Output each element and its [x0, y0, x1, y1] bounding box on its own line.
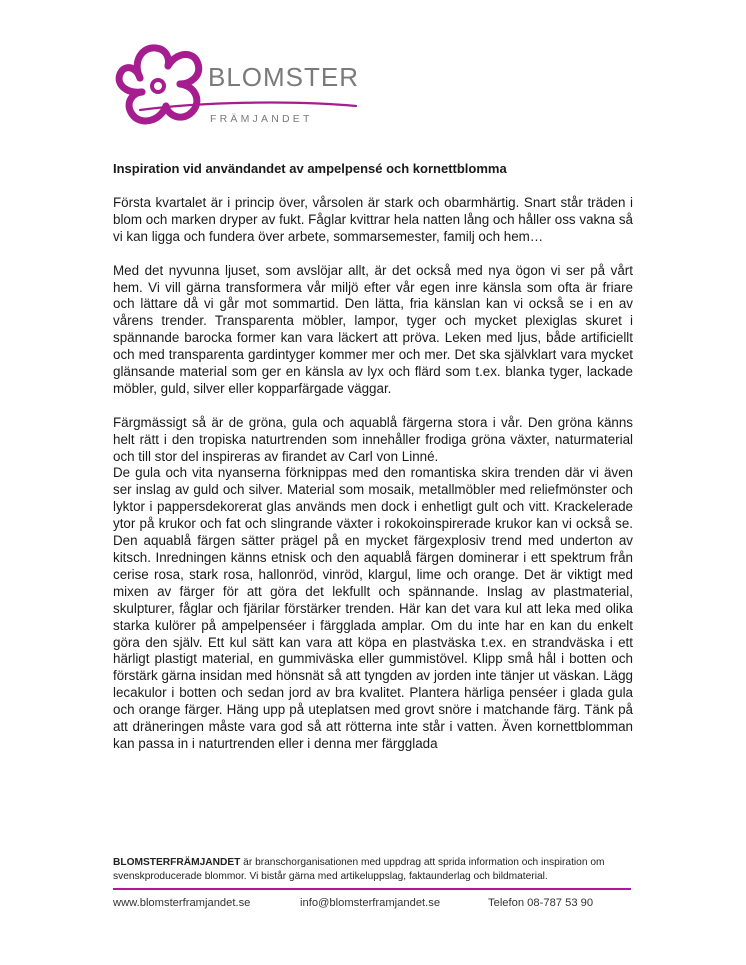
- paragraph-trends: De gula och vita nyanserna förknippas med den romantiska skira trenden där vi även ser inslag av guld och silver. Material som mosaik, metallmöbler med reliefmönster och lyktor i pappersdekorerat glas används men dock i enhetligt gult och vitt. Krackelerade ytor på krukor och fat och slingrande växter i rokokoinspirerade krukor kan vi också se. Den aquablå färgen sätter prägel på en mycket färgexplosiv trend med underton av kitsch. Inredningen känns etnisk och den aquablå färgen dominerar i ett spektrum från cerise rosa, stark rosa, hallonröd, vinröd, klargul, lime och orange. Det är viktigt med mixen av färger för att göra det lekfullt och spännande. Inslag av plastmaterial, skulpturer, fåglar och fjärilar förstärker trenden. Här kan det vara kul att leka med olika starka kulörer på ampelpenséer i färgglada amplar. Om du inte har en kan du enkelt göra den själv. Ett kul sätt kan vara att köpa en plastväska t.ex. en strandväska i ett härligt plastigt material, en gummiväska eller gummistövel. Klipp små hål i botten och förstärk gärna insidan med hönsnät så att tyngden av jorden inte tänjer ut väskan. Lägg lecakulor i botten och sedan jord av bra kvalitet. Plantera härliga penséer i glada gula och orange färger. Häng upp på uteplatsen med grovt snöre i matchande färg. Tänk på att dräneringen måste vara god så att rötterna inte står i vatten. Även kornettblomman kan passa in i naturtrenden eller i denna mer färgglada: [113, 465, 633, 751]
- paragraph-intro: Första kvartalet är i princip över, vårsolen är stark och obarmhärtig. Snart står träden i blom och marken dryper av fukt. Fåglar kvittrar hela natten lång och håller oss vakna så vi kan ligga och fundera över arbete, sommarsemester, familj och hem…: [113, 195, 633, 244]
- article: [113, 160, 633, 753]
- article-title: Inspiration vid användandet av ampelpensé och kornettblomma: [113, 161, 507, 176]
- blomsterframjandet-logo: [110, 40, 362, 132]
- footer-org-description: är branschorganisationen med uppdrag att sprida information och inspiration om svenskproducerade blommor. Vi bistår gärna med artikeluppslag, faktaunderlag och bildmaterial.: [113, 857, 605, 882]
- footer: [113, 856, 633, 890]
- paragraph-light: Med det nyvunna ljuset, som avslöjar allt, är det också med nya ögon vi ser på vårt hem. Vi vill gärna transformera vår miljö efter vår egen inre känsla som ofta är friare och lättare då vi går mot sommartid. Den lätta, fria känslan kan vi också se i en av vårens trender. Transparenta möbler, lampor, tyger och mycket plexiglas skuret i spännande barocka former kan vara läckert att pröva. Leken med ljus, både artificiellt och med transparenta gardintyger kommer mer och mer. Det ska självklart vara mycket glänsande material som ger en känsla av lyx och flärd som t.ex. blanka tyger, lackade möbler, guld, silver eller kopparfärgade väggar.: [113, 262, 633, 396]
- footer-divider: [113, 888, 631, 890]
- email-link[interactable]: info@blomsterframjandet.se: [300, 897, 441, 909]
- phone-number: Telefon 08-787 53 90: [488, 897, 594, 909]
- flower-logo-icon: [110, 40, 362, 132]
- footer-description: [113, 856, 633, 884]
- website-link[interactable]: www.blomsterframjandet.se: [113, 897, 251, 909]
- logo-name: BLOMSTER: [208, 62, 360, 92]
- logo-subname: FRÄMJANDET: [210, 113, 313, 125]
- paragraph-colors: Färgmässigt så är de gröna, gula och aquablå färgerna stora i vår. Den gröna känns helt rätt i den tropiska naturtrenden som innehåller frodiga gröna växter, naturmaterial och till stor del inspireras av firandet av Carl von Linné.: [113, 414, 633, 464]
- footer-org-name: BLOMSTERFRÄMJANDET: [113, 857, 241, 868]
